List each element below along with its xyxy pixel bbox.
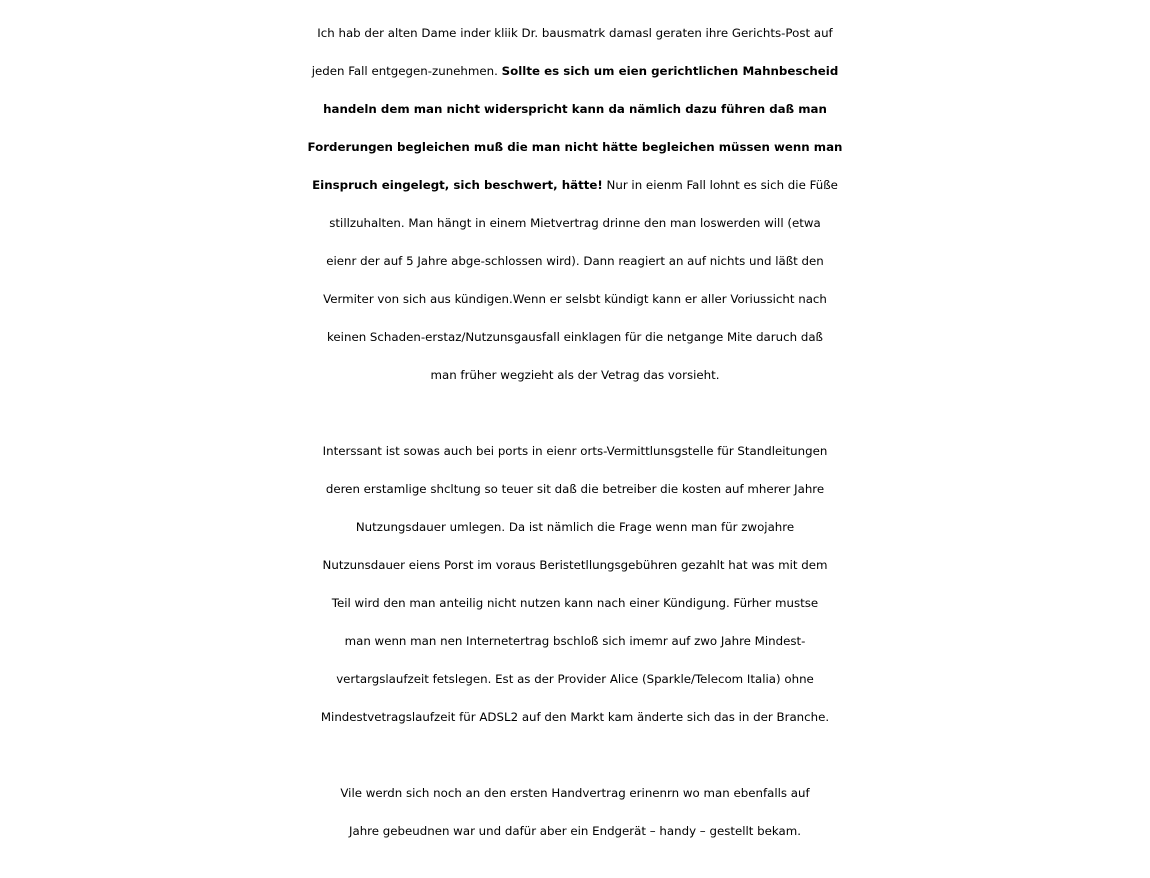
text-line [0, 166, 1150, 204]
paragraph-gap [0, 394, 1150, 432]
paragraph-2 [0, 432, 1150, 736]
text-segment: Nur in eienm Fall lohnt es sich die Füße [602, 178, 838, 192]
text-line [0, 622, 1150, 660]
text-line [0, 812, 1150, 850]
text-line [0, 698, 1150, 736]
text-body [0, 14, 1150, 850]
text-line [0, 90, 1150, 128]
text-segment: vertargslaufzeit fetslegen. Est as der Provider Alice (Sparkle/Telecom Italia) ohne [336, 672, 814, 686]
text-segment: man wenn man nen Internetertrag bschloß sich imemr auf zwo Jahre Mindest- [344, 634, 806, 648]
paragraph-gap [0, 736, 1150, 774]
text-line [0, 584, 1150, 622]
text-segment: Nutzungsdauer umlegen. Da ist nämlich die Frage wenn man für zwojahre [355, 520, 795, 534]
text-line [0, 774, 1150, 812]
text-line [0, 128, 1150, 166]
text-segment: Teil wird den man anteilig nicht nutzen kann nach einer Kündigung. Fürher mustse [331, 596, 819, 610]
text-line [0, 508, 1150, 546]
text-line [0, 660, 1150, 698]
bold-text-segment: Sollte es sich um eien gerichtlichen Mahnbescheid [501, 64, 839, 78]
text-line [0, 242, 1150, 280]
bold-text-segment: handeln dem man nicht widerspricht kann da nämlich dazu führen daß man [323, 102, 827, 116]
text-segment: stillzuhalten. Man hängt in einem Mietvertrag drinne den man loswerden will (etwa [329, 216, 821, 230]
text-segment: Vermiter von sich aus kündigen.Wenn er selsbt kündigt kann er aller Voriussicht nach [323, 292, 827, 306]
text-segment: Nutzunsdauer eiens Porst im voraus Beristetllungsgebühren gezahlt hat was mit dem [322, 558, 828, 572]
text-line [0, 52, 1150, 90]
text-line [0, 204, 1150, 242]
text-line [0, 546, 1150, 584]
text-segment: jeden Fall entgegen-zunehmen. [311, 64, 502, 78]
text-segment: man früher wegzieht als der Vetrag das vorsieht. [430, 368, 720, 382]
text-segment: eienr der auf 5 Jahre abge-schlossen wird). Dann reagiert an auf nichts und läßt den [326, 254, 824, 268]
text-line [0, 14, 1150, 52]
bold-text-segment: Forderungen begleichen muß die man nicht hätte begleichen müssen wenn man [307, 140, 843, 154]
text-line [0, 356, 1150, 394]
text-segment: Interssant ist sowas auch bei ports in eienr orts-Vermittlunsgstelle für Standleitungen [322, 444, 828, 458]
text-segment: Vile werdn sich noch an den ersten Handvertrag erinenrn wo man ebenfalls auf [340, 786, 810, 800]
text-segment: Ich hab der alten Dame inder kliik Dr. bausmatrk damasl geraten ihre Gerichts-Post auf [317, 26, 833, 40]
text-segment: Mindestvetragslaufzeit für ADSL2 auf den Markt kam änderte sich das in der Branche. [320, 710, 830, 724]
paragraph-1 [0, 14, 1150, 394]
bold-text-segment: Einspruch eingelegt, sich beschwert, hätte! [312, 178, 603, 192]
paragraph-3 [0, 774, 1150, 850]
text-segment: deren erstamlige shcltung so teuer sit daß die betreiber die kosten auf mherer Jahre [325, 482, 825, 496]
text-segment: Jahre gebeudnen war und dafür aber ein Endgerät – handy – gestellt bekam. [348, 824, 802, 838]
text-line [0, 470, 1150, 508]
text-line [0, 432, 1150, 470]
text-segment: keinen Schaden-erstaz/Nutzunsgausfall einklagen für die netgange Mite daruch daß [327, 330, 823, 344]
text-line [0, 280, 1150, 318]
text-line [0, 318, 1150, 356]
